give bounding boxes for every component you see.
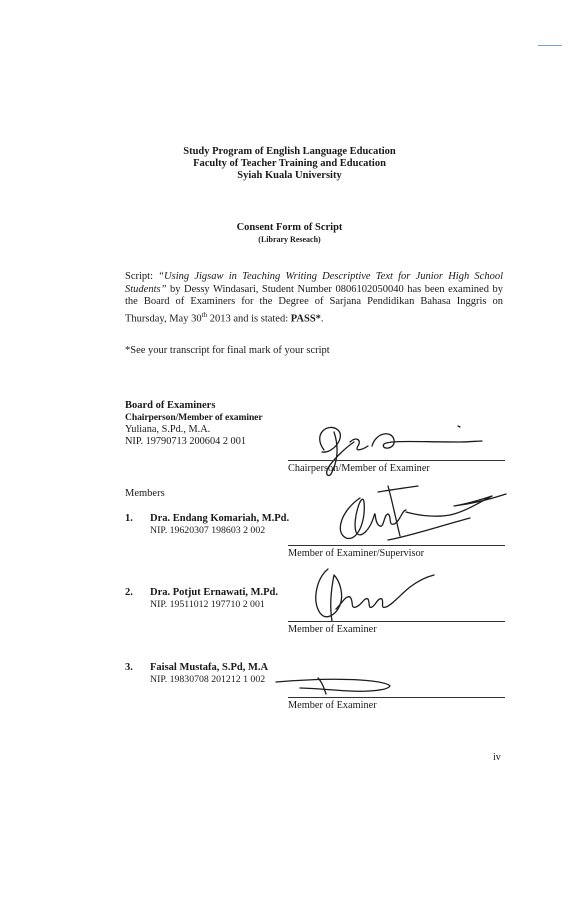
chair-signature-line <box>288 460 505 461</box>
member-3-name: Faisal Mustafa, S.Pd, M.A <box>150 662 269 673</box>
date-ordinal: th <box>201 310 208 319</box>
board-title: Board of Examiners <box>125 400 216 411</box>
result-status: PASS* <box>290 313 321 325</box>
institution-university: Syiah Kuala University <box>237 170 342 181</box>
member-1-nip: NIP. 19620307 198603 2 002 <box>150 525 266 536</box>
member-1-signature-line <box>288 545 505 546</box>
chair-nip: NIP. 19790713 200604 2 001 <box>125 436 246 447</box>
members-label: Members <box>125 488 165 499</box>
script-title: “Using Jigsaw in Teaching Writing Descriptive Text for Junior High School Students” <box>125 271 503 295</box>
member-1-number: 1. <box>125 513 133 524</box>
member-2-number: 2. <box>125 587 133 598</box>
member-2-signature-line <box>288 621 505 622</box>
statement-body-2: 2013 and is stated: <box>207 313 291 325</box>
transcript-note: *See your transcript for final mark of your script <box>125 345 330 356</box>
statement-body: by Dessy Windasari, Student Number 0806102050040 has been examined by the Board of Examiners for the Degree of Sarjana Pendidikan Bahasa Inggris on Thursday, May 30 <box>125 283 503 325</box>
form-subtitle: (Library Reseach) <box>258 235 321 244</box>
member-3-number: 3. <box>125 662 133 673</box>
member-1-signature <box>330 480 510 555</box>
institution-program: Study Program of English Language Education <box>183 146 396 157</box>
chair-role: Chairperson/Member of examiner <box>125 412 263 423</box>
member-3-signature <box>270 672 400 698</box>
member-1-name: Dra. Endang Komariah, M.Pd. <box>150 513 290 524</box>
statement-prefix: Script: <box>125 271 159 282</box>
chair-caption: Chairperson/Member of Examiner <box>288 463 430 474</box>
member-2-signature <box>310 565 440 625</box>
member-2-nip: NIP. 19511012 197710 2 001 <box>150 599 265 610</box>
member-3-nip: NIP. 19830708 201212 1 002 <box>150 674 266 685</box>
member-3-caption: Member of Examiner <box>288 700 377 711</box>
member-3-signature-line <box>288 697 505 698</box>
member-1-caption: Member of Examiner/Supervisor <box>288 548 425 559</box>
statement-paragraph <box>125 271 503 326</box>
form-title: Consent Form of Script <box>236 222 343 233</box>
member-2-name: Dra. Potjut Ernawati, M.Pd. <box>150 587 279 598</box>
corner-mark <box>538 45 562 46</box>
chair-name: Yuliana, S.Pd., M.A. <box>125 424 211 435</box>
page-number: iv <box>493 752 501 763</box>
institution-faculty: Faculty of Teacher Training and Education <box>193 158 386 169</box>
statement-end: . <box>320 313 324 325</box>
member-2-caption: Member of Examiner <box>288 624 377 635</box>
